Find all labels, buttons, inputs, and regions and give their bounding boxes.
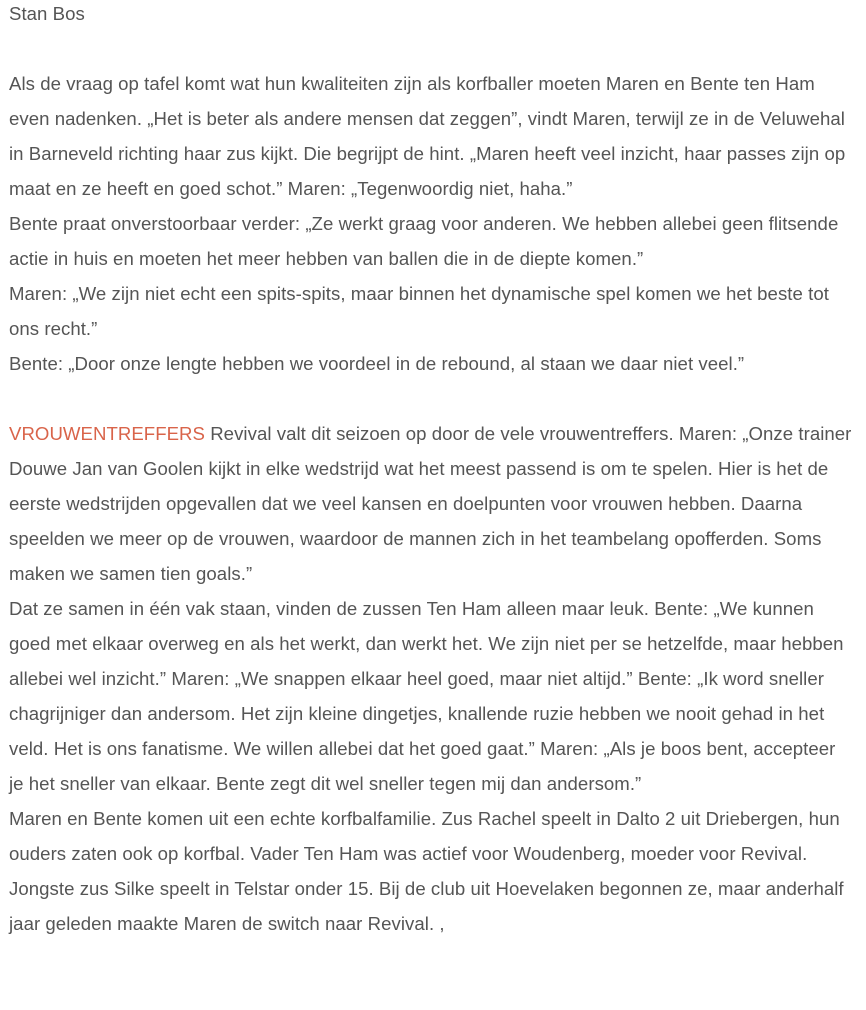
paragraph-text: Revival valt dit seizoen op door de vele vrouwentreffers. Maren: „Onze trainer Douwe Jan van Goolen kijkt in elke wedstrijd wat het meest passend is om te spelen. Hier is het de eerste wedstrijden opgevallen dat we veel kansen en doelpunten voor vrouwen hebben. Daarna speelden we meer op de vrouwen, waardoor de mannen zich in het teambelang opofferden. Soms maken we samen tien goals.” [9, 423, 852, 584]
paragraph-gap [9, 31, 852, 66]
paragraph-bente-rebound: Bente: „Door onze lengte hebben we voordeel in de rebound, al staan we daar niet veel.” [9, 353, 745, 374]
author-byline: Stan Bos [9, 3, 85, 24]
paragraph-maren-spits: Maren: „We zijn niet echt een spits-spits, maar binnen het dynamische spel komen we het beste tot ons recht.” [9, 283, 829, 339]
paragraph-familie: Maren en Bente komen uit een echte korfbalfamilie. Zus Rachel speelt in Dalto 2 uit Driebergen, hun ouders zaten ook op korfbal. Vader Ten Ham was actief voor Woudenberg, moeder voor Revival. Jongste zus Silke speelt in Telstar onder 15. Bij de club uit Hoevelaken begonnen ze, maar anderhalf jaar geleden maakte Maren de switch naar Revival. , [9, 808, 844, 934]
paragraph-bente-continues: Bente praat onverstoorbaar verder: „Ze werkt graag voor anderen. We hebben allebei geen flitsende actie in huis en moeten het meer hebben van ballen die in de diepte komen.” [9, 213, 839, 269]
section-kicker: VROUWENTREFFERS [9, 423, 205, 444]
paragraph-qualities: Als de vraag op tafel komt wat hun kwaliteiten zijn als korfballer moeten Maren en Bente ten Ham even nadenken. „Het is beter als andere mensen dat zeggen”, vindt Maren, terwijl ze in de Veluwehal in Barneveld richting haar zus kijkt. Die begrijpt de hint. „Maren heeft veel inzicht, haar passes zijn op maat en ze heeft en goed schot.” Maren: „Tegenwoordig niet, haha.” [9, 73, 846, 199]
paragraph-vrouwentreffers [9, 416, 852, 591]
paragraph-gap [9, 381, 852, 416]
paragraph-zussen: Dat ze samen in één vak staan, vinden de zussen Ten Ham alleen maar leuk. Bente: „We kunnen goed met elkaar overweg en als het werkt, dan werkt het. We zijn niet per se hetzelfde, maar hebben allebei wel inzicht.” Maren: „We snappen elkaar heel goed, maar niet altijd.” Bente: „Ik word sneller chagrijniger dan andersom. Het zijn kleine dingetjes, knallende ruzie hebben we nooit gehad in het veld. Het is ons fanatisme. We willen allebei dat het goed gaat.” Maren: „Als je boos bent, accepteer je het sneller van elkaar. Bente zegt dit wel sneller tegen mij dan andersom.” [9, 598, 844, 794]
